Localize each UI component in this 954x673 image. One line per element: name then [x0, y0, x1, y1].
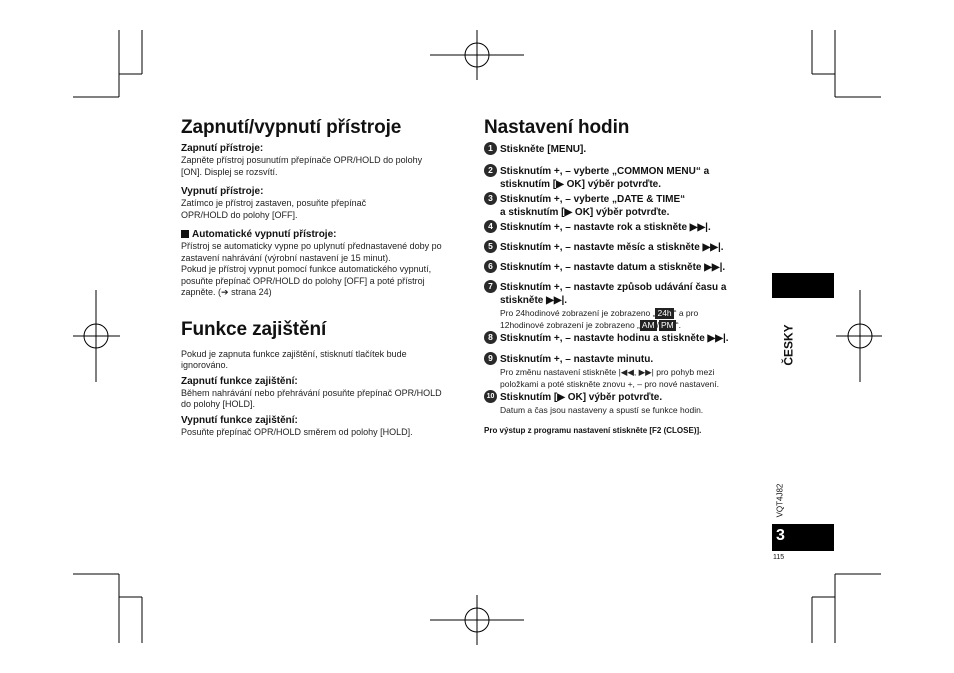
- lock-intro-2: ignorováno.: [181, 360, 229, 370]
- step-3: [484, 193, 764, 219]
- note-text: Pro 24hodinové zobrazení je zobrazeno „: [500, 308, 656, 318]
- step-number-icon: 1: [484, 142, 497, 155]
- page-number: 3: [776, 527, 785, 544]
- step-9: [484, 353, 764, 366]
- step-10-note: Datum a čas jsou nastaveny a spustí se funkce hodin.: [500, 405, 704, 415]
- lock-section-title: Funkce zajištění: [181, 318, 327, 340]
- step-text: Stisknutím [▶ OK] výběr potvrďte.: [500, 392, 663, 403]
- document-code: VQT4J82: [775, 483, 785, 518]
- lock-on-text-2: do polohy [HOLD].: [181, 399, 256, 409]
- auto-off-line: Pokud je přístroj vypnut pomocí funkce automatického vypnutí,: [181, 264, 432, 274]
- lock-intro-1: Pokud je zapnuta funkce zajištění, stisknutí tlačítek bude: [181, 348, 407, 359]
- clock-section-title: Nastavení hodin: [484, 117, 630, 138]
- power-on-heading: Zapnutí přístroje:: [181, 143, 264, 154]
- step-number-icon: 9: [484, 352, 497, 365]
- step-text: stiskněte ▶▶|.: [500, 295, 568, 306]
- step-number-icon: 4: [484, 220, 497, 233]
- power-on-text-2: [ON]. Displej se rozsvítí.: [181, 166, 278, 177]
- step-9-note: Pro změnu nastavení stiskněte |◀◀, ▶▶| pro pohyb mezi: [500, 367, 715, 377]
- step-6: [484, 261, 764, 274]
- step-4: [484, 221, 764, 234]
- step-number-icon: 7: [484, 280, 497, 293]
- am-indicator: AM: [641, 320, 655, 330]
- 24h-indicator: 24h: [657, 308, 672, 318]
- auto-off-line: zastavení nahrávání (výrobní nastavení je 15 minut).: [181, 252, 391, 263]
- step-text: Stisknutím +, – nastavte rok a stiskněte ▶▶|.: [500, 222, 711, 233]
- lock-on-text-1: Během nahrávání nebo přehrávání posuňte přepínač OPR/HOLD: [181, 387, 442, 398]
- step-2: [484, 165, 764, 191]
- step-5: [484, 241, 764, 254]
- step-text: Stisknutím +, – nastavte datum a stiskněte ▶▶|.: [500, 262, 726, 273]
- power-off-text-2: OPR/HOLD do polohy [OFF].: [181, 209, 298, 220]
- step-7: [484, 281, 764, 307]
- note-text: 12hodinové zobrazení je zobrazeno „: [500, 320, 640, 330]
- note-text: /: [656, 320, 659, 330]
- step-1: [484, 143, 764, 156]
- step-10: [484, 391, 764, 404]
- page-number-small: 115: [773, 554, 785, 561]
- step-number-icon: 10: [484, 390, 497, 403]
- step-text: Stisknutím +, – nastavte hodinu a stiskněte ▶▶|.: [500, 333, 729, 344]
- step-text: Stisknutím +, – nastavte minutu.: [500, 354, 654, 365]
- step-number-icon: 8: [484, 331, 497, 344]
- lock-off-heading: Vypnutí funkce zajištění:: [181, 414, 298, 426]
- power-section-title: Zapnutí/vypnutí přístroje: [181, 117, 402, 138]
- step-number-icon: 5: [484, 240, 497, 253]
- step-8: [484, 332, 764, 345]
- auto-off-line: zapněte. (➔ strana 24): [181, 287, 272, 297]
- step-9-note: položkami a poté stiskněte znovu +, – pro nové nastavení.: [500, 379, 720, 389]
- auto-off-line: Přístroj se automaticky vypne po uplynutí přednastavené doby po: [181, 241, 442, 251]
- step-text: Stisknutím +, – nastavte měsíc a stiskněte ▶▶|.: [500, 242, 724, 253]
- pm-indicator: PM: [661, 320, 674, 330]
- power-off-text-1: Zatímco je přístroj zastaven, posuňte přepínač: [181, 198, 367, 208]
- step-number-icon: 2: [484, 164, 497, 177]
- lock-on-heading: Zapnutí funkce zajištění:: [181, 375, 298, 387]
- step-text: a stisknutím [▶ OK] výběr potvrďte.: [500, 207, 670, 218]
- power-on-text-1: Zapněte přístroj posunutím přepínače OPR/HOLD do polohy: [181, 155, 423, 165]
- step-text: Stisknutím +, – vyberte „COMMON MENU“ a: [500, 166, 710, 177]
- auto-off-line: posuňte přepínač OPR/HOLD do polohy [OFF] a poté přístroj: [181, 275, 425, 286]
- lock-off-text: Posuňte přepínač OPR/HOLD směrem od polohy [HOLD].: [181, 426, 413, 437]
- auto-off-heading-text: Automatické vypnutí přístroje:: [192, 229, 337, 240]
- note-text: “ a pro: [673, 308, 699, 318]
- step-text: Stisknutím +, – nastavte způsob udávání času a: [500, 282, 727, 293]
- auto-off-heading: [181, 229, 471, 241]
- power-off-heading: Vypnutí přístroje:: [181, 186, 264, 197]
- page-number-box: [772, 524, 834, 551]
- language-label: ČESKY: [781, 324, 796, 366]
- step-text: stisknutím [▶ OK] výběr potvrďte.: [500, 179, 662, 190]
- square-bullet-icon: [181, 230, 189, 238]
- left-column: [181, 116, 471, 438]
- step-7-note-line-2: [500, 319, 764, 331]
- step-7-note-line-1: [500, 307, 764, 319]
- step-number-icon: 3: [484, 192, 497, 205]
- note-text: “.: [675, 320, 681, 330]
- step-text: Stiskněte [MENU].: [500, 144, 587, 155]
- step-text: Stisknutím +, – vyberte „DATE & TIME“: [500, 194, 686, 205]
- exit-instruction: Pro výstup z programu nastavení stiskněte [F2 (CLOSE)].: [484, 426, 702, 435]
- step-number-icon: 6: [484, 260, 497, 273]
- language-tab: [772, 273, 834, 298]
- right-column: [484, 116, 764, 436]
